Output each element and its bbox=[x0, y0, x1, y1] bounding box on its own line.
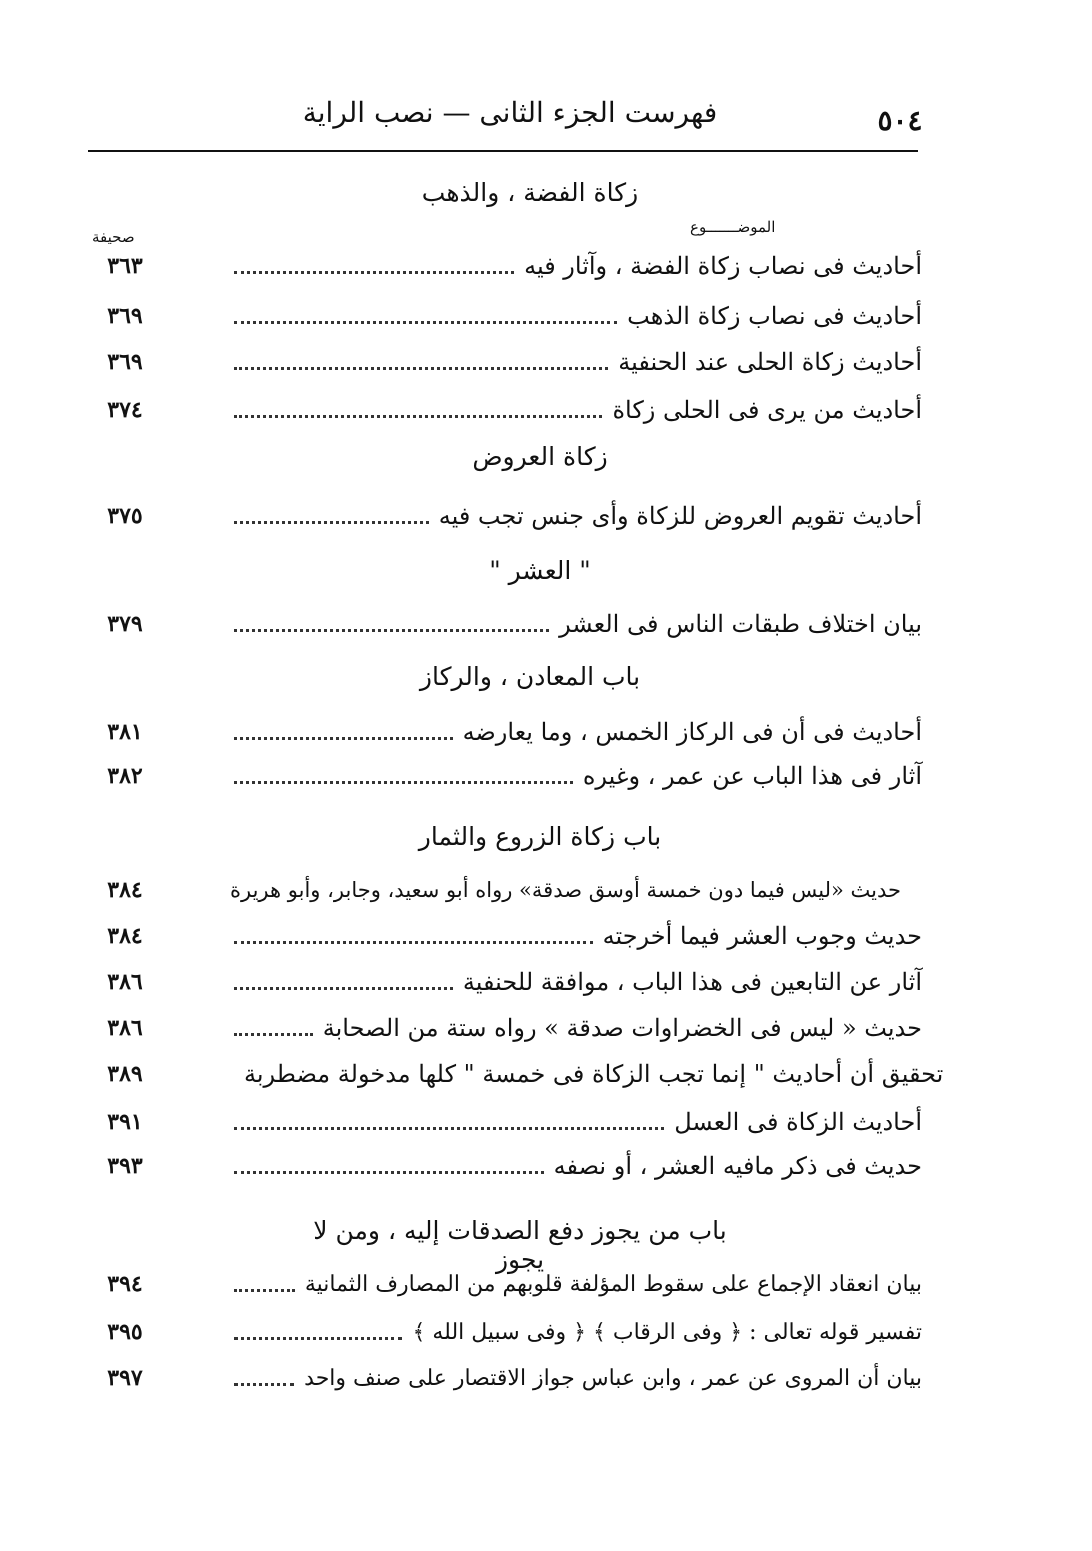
section-title-minerals: باب المعادن ، والركاز bbox=[419, 662, 641, 691]
dot-leader bbox=[234, 321, 617, 324]
column-label-subject: الموضـــــــوع bbox=[690, 218, 776, 236]
toc-page-number: ٣٧٩ bbox=[107, 611, 143, 637]
toc-entry bbox=[90, 296, 922, 336]
dot-leader bbox=[234, 987, 453, 990]
toc-entry-text: تفسير قوله تعالى : ﴿ وفى الرقاب ﴾ ﴿ وفى سبيل الله ﴾ bbox=[412, 1319, 922, 1345]
dot-leader bbox=[234, 781, 573, 784]
toc-page-number: ٣٩١ bbox=[107, 1109, 143, 1135]
toc-entry bbox=[90, 712, 922, 752]
dot-leader bbox=[234, 271, 514, 274]
toc-page-number: ٣٨١ bbox=[107, 719, 143, 745]
toc-entry-text: حديث « ليس فى الخضراوات صدقة » رواه ستة من الصحابة bbox=[322, 1014, 922, 1042]
toc-page-number: ٣٨٩ bbox=[107, 1061, 143, 1087]
dot-leader bbox=[234, 1289, 295, 1292]
toc-entry-text: حديث «ليس فيما دون خمسة أوسق صدقة» رواه أبو سعيد، وجابر، وأبو هريرة bbox=[230, 878, 901, 902]
toc-entry bbox=[90, 756, 922, 796]
toc-entry bbox=[90, 1008, 922, 1048]
dot-leader bbox=[234, 1337, 402, 1340]
toc-entry-text: آثار عن التابعين فى هذا الباب ، موافقة للحنفية bbox=[462, 968, 922, 996]
toc-entry bbox=[90, 916, 922, 956]
toc-entry-text: حديث وجوب العشر فيما أخرجته bbox=[602, 922, 922, 950]
toc-page-number: ٣٦٣ bbox=[107, 253, 143, 279]
toc-entry-text: أحاديث فى نصاب زكاة الفضة ، وآثار فيه bbox=[524, 252, 922, 280]
toc-page-number: ٣٦٩ bbox=[107, 303, 143, 329]
section-title-goods: زكاة العروض bbox=[472, 442, 608, 471]
section-title-crops: باب زكاة الزروع والثمار bbox=[418, 822, 662, 851]
dot-leader bbox=[234, 737, 453, 740]
dot-leader bbox=[234, 1171, 544, 1174]
toc-page-number: ٣٩٤ bbox=[107, 1271, 143, 1297]
section-title-silver-gold: زكاة الفضة ، والذهب bbox=[421, 178, 639, 207]
toc-entry-text: آثار فى هذا الباب عن عمر ، وغيره bbox=[582, 762, 922, 790]
toc-page-number: ٣٩٧ bbox=[107, 1365, 143, 1391]
toc-entry-text: أحاديث من يرى فى الحلى زكاة bbox=[612, 396, 922, 424]
toc-entry bbox=[90, 1146, 922, 1186]
toc-page-number: ٣٧٥ bbox=[107, 503, 143, 529]
dot-leader bbox=[234, 1127, 664, 1130]
dot-leader bbox=[234, 367, 608, 370]
toc-entry bbox=[90, 1358, 922, 1398]
toc-entry bbox=[90, 246, 922, 286]
toc-page-number: ٣٩٥ bbox=[107, 1319, 143, 1345]
dot-leader bbox=[234, 415, 602, 418]
dot-leader bbox=[234, 521, 429, 524]
toc-entry-text: أحاديث زكاة الحلى عند الحنفية bbox=[618, 348, 922, 376]
toc-page-number: ٣٨٤ bbox=[107, 923, 143, 949]
toc-entry bbox=[90, 496, 922, 536]
toc-page-number: ٣٨٢ bbox=[107, 763, 143, 789]
page-number: ٥٠٤ bbox=[877, 104, 923, 137]
dot-leader bbox=[234, 1033, 313, 1036]
running-title: فهرست الجزء الثانى — نصب الراية bbox=[302, 96, 718, 129]
dot-leader bbox=[234, 941, 593, 944]
toc-page-number: ٣٨٦ bbox=[107, 1015, 143, 1041]
toc-page-number: ٣٨٤ bbox=[107, 877, 143, 903]
toc-entry-text: بيان أن المروى عن عمر ، وابن عباس جواز الاقتصار على صنف واحد bbox=[304, 1365, 922, 1391]
toc-page-number: ٣٦٩ bbox=[107, 349, 143, 375]
toc-entry-text: أحاديث فى نصاب زكاة الذهب bbox=[627, 302, 922, 330]
header-rule bbox=[88, 150, 918, 152]
section-title-tithe: " العشر " bbox=[489, 556, 591, 585]
toc-entry bbox=[90, 390, 922, 430]
column-label-page: صحيفة bbox=[92, 228, 135, 246]
dot-leader bbox=[234, 629, 549, 632]
toc-entry-text: أحاديث فى أن فى الركاز الخمس ، وما يعارضه bbox=[462, 718, 922, 746]
toc-entry-text: حديث فى ذكر مافيه العشر ، أو نصفه bbox=[553, 1152, 922, 1180]
toc-entry bbox=[90, 1312, 922, 1352]
toc-page-number: ٣٧٤ bbox=[107, 397, 143, 423]
section-title-recipients: باب من يجوز دفع الصدقات إليه ، ومن لا يجوز bbox=[313, 1216, 727, 1274]
toc-page-number: ٣٨٦ bbox=[107, 969, 143, 995]
toc-entry bbox=[90, 342, 922, 382]
toc-entry bbox=[90, 1054, 944, 1094]
toc-entry-text: أحاديث الزكاة فى العسل bbox=[674, 1108, 922, 1136]
dot-leader bbox=[234, 1383, 294, 1386]
toc-entry bbox=[90, 962, 922, 1002]
toc-entry-text: بيان اختلاف طبقات الناس فى العشر bbox=[559, 610, 922, 638]
toc-entry bbox=[90, 604, 922, 644]
toc-page-number: ٣٩٣ bbox=[107, 1153, 143, 1179]
toc-entry-text: تحقيق أن أحاديث " إنما تجب الزكاة فى خمسة " كلها مدخولة مضطربة bbox=[244, 1060, 944, 1088]
toc-entry bbox=[90, 1102, 922, 1142]
toc-entry-text: بيان انعقاد الإجماع على سقوط المؤلفة قلوبهم من المصارف الثمانية bbox=[304, 1271, 922, 1297]
toc-entry bbox=[90, 870, 922, 910]
toc-entry-text: أحاديث تقويم العروض للزكاة وأى جنس تجب فيه bbox=[438, 502, 922, 530]
toc-entry bbox=[90, 1264, 922, 1304]
